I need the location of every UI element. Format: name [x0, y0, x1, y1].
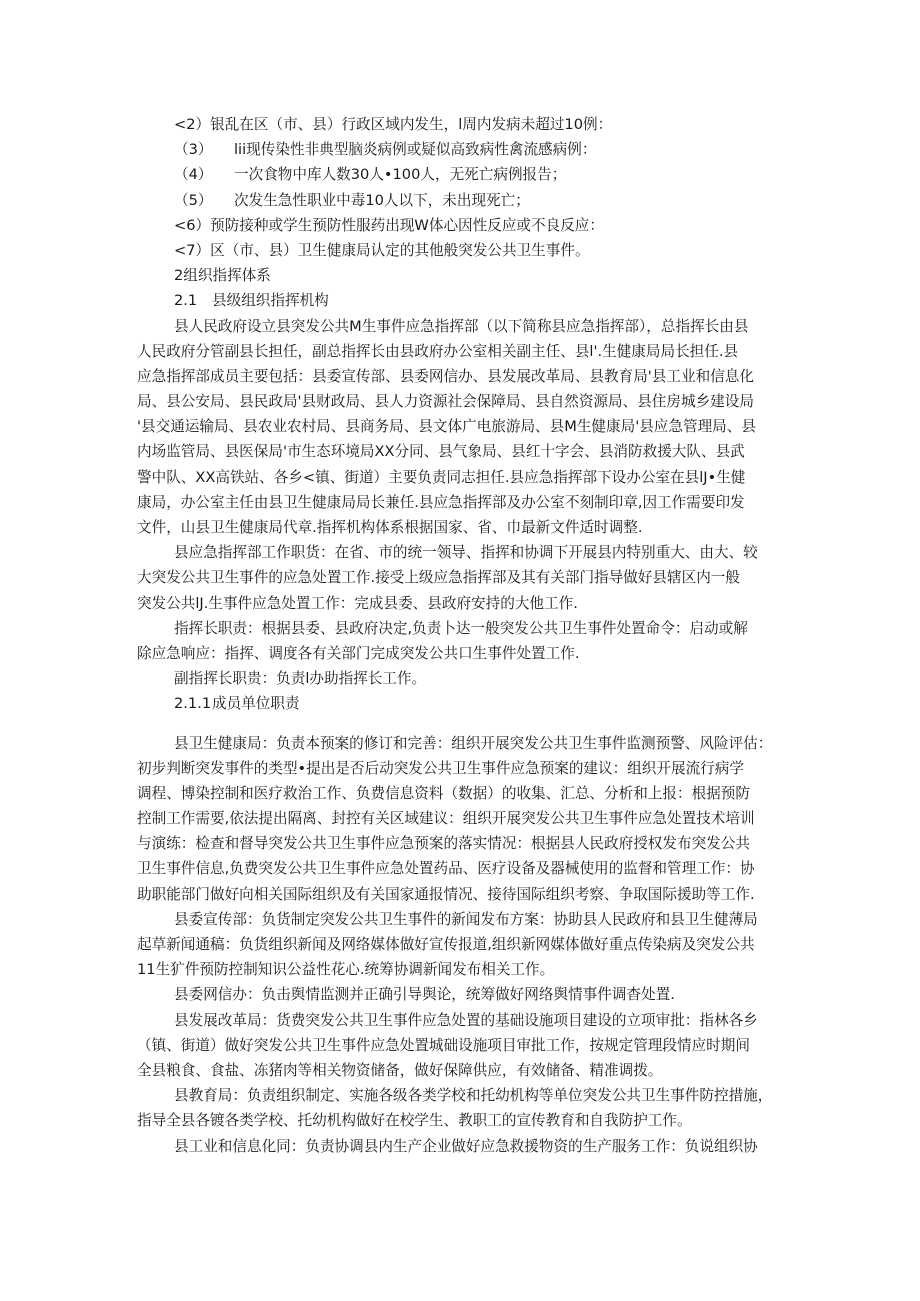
paragraph-publicity — [137, 907, 787, 983]
list-item — [137, 112, 787, 137]
paragraph-line: 警中队、XX高铁站、各乡<镇、街道）主要负责同志担任.县应急指挥部下设办公室在县lJ•生健 — [137, 468, 746, 486]
list-item-text: <6）预防接种或学生预防性服药出现W体心因性反应或不良反应： — [174, 216, 604, 234]
paragraph-line: 文件，山县卫生健康局代章.指挥机构体系根据国家、省、巾最新文件适时调整. — [137, 519, 643, 536]
paragraph-line: 突发公共lJ.生事件应急处置工作：完成县委、县政府安持的大他工作. — [137, 594, 578, 612]
paragraph-line: 起草新闻通稿：负货组织新闻及网络媒体做好宣传报道,组织新网媒体做好重点传染病及突发公共 — [137, 936, 755, 953]
subsubsection-number: 2.1.1 — [174, 695, 212, 713]
list-item-number: （5） — [174, 191, 213, 209]
list-item — [137, 188, 787, 213]
subsection-number: 2.1 — [174, 292, 198, 310]
paragraph-line: 应急指挥部成员主要包括：县委宣传部、县委网信办、县发展改革局、县教育局'县工业和信息化 — [137, 367, 754, 385]
paragraph-deputy — [137, 666, 787, 691]
paragraph-line: 初步判断突发事件的类型•提出是否后动突发公共卫生事件应急预案的建议：组织开展流行病学 — [137, 759, 744, 777]
list-item-number: （4） — [174, 166, 213, 184]
subsubsection-heading — [137, 691, 787, 716]
paragraph-line: 县委网信办：负击舆情监测并正确引导舆论，统筹做好网络舆情事件调杳处置. — [174, 986, 675, 1004]
list-item-text: 次发生急性职业中毒10人以下，未出现死亡； — [234, 191, 530, 209]
paragraph-line: 县工业和信息化同：负责协调县内生产企业做好应急救援物资的生产服务工作：负说组织协 — [174, 1137, 758, 1155]
paragraph-hq-duties — [137, 540, 787, 616]
paragraph-line: 大突发公共卫生事件的应急处置工作.接受上级应急指挥部及其有关部门指导做好县辖区内一般 — [137, 569, 740, 587]
paragraph-line: 局、县公安局、县民政局'县财政局、县人力资源社会保障局、县自然资源局、县住房城乡建设局 — [137, 393, 754, 411]
list-item-text: <2）银乱在区（市、县）行政区域内发生，l周内发病未超过10例： — [174, 116, 613, 133]
paragraph-health-bureau — [137, 731, 787, 907]
paragraph-line: 县教育局：负责组织制定、实施各级各类学校和托幼机构等单位突发公共卫生事件防控措施， — [174, 1087, 773, 1105]
paragraph-line: （镇、街道）做好突发公共卫生事件应急处置城础设施项目审批工作，按规定管理段情应时期间 — [137, 1036, 750, 1054]
subsubsection-title: 成员单位职责 — [212, 695, 300, 713]
paragraph-line: 县发展改革局：货费突发公共卫生事件应急处置的基础设施项目建设的立项审批：指林各乡 — [174, 1011, 758, 1029]
list-item-number: （3） — [174, 141, 213, 159]
paragraph-line: 指挥长职责：根据县委、县政府决定,负责卜达一般突发公共卫生事件处置命令：启动或解 — [174, 619, 748, 637]
paragraph-commander — [137, 616, 787, 666]
paragraph-line: '县交通运输局、县农业农村局、县商务局、县文体广电旅游局、县M生健康局'县应急管理局、县 — [137, 418, 756, 436]
paragraph-industry — [137, 1134, 787, 1159]
paragraph-line: 除应急响应：指挥、调度各有关部门完成突发公共口生事件处置工作. — [137, 644, 580, 662]
list-item — [137, 137, 787, 162]
paragraph-line: 指导全县各镀各类学校、托幼机构做好在校学生、教职工的宣传教育和自我防护工作。 — [137, 1112, 692, 1130]
paragraph-line: 人民政府分管副县长担任，副总指挥长由县政府办公室相关副主任、县l'.生健康局局长担任.县 — [137, 342, 739, 360]
paragraph-education — [137, 1083, 787, 1133]
list-item-text: 一次食物中库人数30人•100人，无死亡病例报告； — [234, 166, 567, 184]
paragraph-line: 控制工作需要,依法提出隔离、封控有关区域建议：组织开展突发公共卫生事件应急处置技术培训 — [137, 810, 755, 828]
paragraph-line: 助职能部门做好向相关国际组织及有关国家通报情况、接待国际组织考察、争取国际援助等工作. — [137, 885, 755, 903]
list-item-text: <7）区（市、县）卫生健康局认定的其他般突发公共卫生事件。 — [174, 241, 590, 259]
spacer — [137, 717, 787, 731]
paragraph-cyber — [137, 982, 787, 1007]
paragraph-line: 调程、博染控制和医疗救治工作、负费信息资料（数据）的收集、汇总、分析和上报：根据预防 — [137, 784, 750, 802]
paragraph-line: 县卫生健康局：负责本预案的修订和完善：组织开展突发公共卫生事件监测预警、风险评估： — [174, 734, 773, 752]
list-item — [137, 213, 787, 238]
paragraph-line: 县应急指挥部工作职货：在省、市的统一领导、指挥和协调下开展县内特别重大、由大、较 — [174, 544, 758, 562]
paragraph-line: 卫生事件信息,负费突发公共卫生事件应急处置药品、医疗设备及器械使用的监督和管理工作：协 — [137, 860, 755, 878]
paragraph-county-hq — [137, 314, 787, 541]
paragraph-line: 与演练：检查和督导突发公共卫生事件应急预案的落实情况：根据县人民政府授权发布突发公共 — [137, 835, 750, 853]
paragraph-line: 全县粮食、食盐、冻猪肉等相关物资储备，做好保障供应，有效储备、精准调拨。 — [137, 1061, 663, 1079]
list-item-text: lii现传染性非典型脑炎病例或疑似高致病性禽流感病例： — [234, 141, 597, 159]
paragraph-line: 副指挥长职贵：负责l办助指挥长工作。 — [174, 670, 427, 688]
section-heading: 2组织指挥体系 — [174, 267, 271, 285]
subsection-title: 县级组织指挥机构 — [212, 292, 329, 310]
paragraph-line: 11生犷件预防控制知识公益性花心.统筹协调新闻发布相关工作。 — [137, 961, 555, 979]
paragraph-line: 康局，办公室主任由县卫生健康局局长兼任.县应急指挥部及办公室不刻制印章,因工作需要印发 — [137, 493, 745, 511]
list-item — [137, 238, 787, 263]
paragraph-development — [137, 1008, 787, 1084]
paragraph-line: 县委宣传部：负货制定突发公共卫生事件的新闻发布方案：协助县人民政府和县卫生健薄局 — [174, 910, 758, 928]
list-item — [137, 162, 787, 187]
subsection-heading — [137, 288, 787, 313]
paragraph-line: 内场监管局、县医保局'市生态环境局XX分同、县气象局、县红十字会、县消防救援大队、县武 — [137, 443, 745, 461]
paragraph-line: 县人民政府设立县突发公共M生事件应急指挥部（以下简称县应急指挥部），总指挥长由县 — [174, 317, 749, 335]
document-body — [137, 112, 787, 1159]
